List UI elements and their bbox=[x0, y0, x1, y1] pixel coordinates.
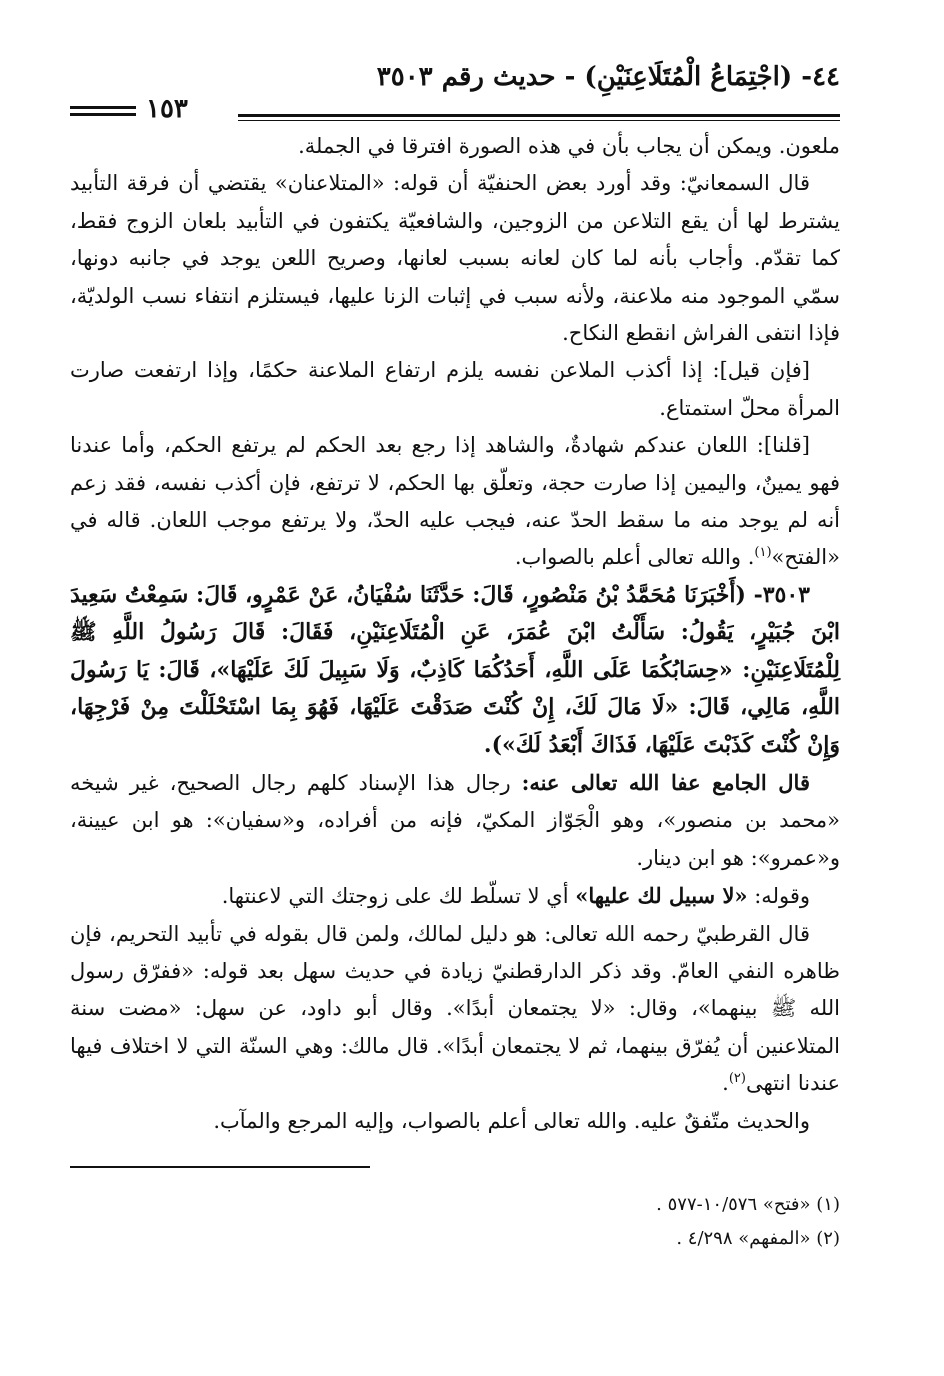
page-header bbox=[70, 40, 840, 128]
qawluhu-text: أي لا تسلّط لك على زوجتك التي لاعنتها. bbox=[221, 884, 569, 909]
footnote-mark: (٢) bbox=[728, 1071, 746, 1087]
paragraph bbox=[70, 764, 840, 877]
jami-lead: قال الجامع عفا الله تعالى عنه: bbox=[521, 769, 810, 795]
page-number: ١٥٣ bbox=[146, 94, 188, 124]
running-title: ٤٤- (اجْتِمَاعُ الْمُتَلَاعِنَيْنِ) - حديث رقم ٣٥٠٣ bbox=[376, 62, 840, 92]
footnote: (٢) «المفهم» ٤/٢٩٨ . bbox=[676, 1227, 840, 1249]
paragraph-text: [قلنا]: اللعان عندكم شهادةٌ، والشاهد إذا رجع بعد الحكم لم يرتفع الحكم، وأما عندنا فهو يمينٌ، واليمين إذا صارت حجة، وتعلّق بها الحكم، لا ترتفع، فإن أكذب نفسه، فقد زعم أنه لم يوجد منه ما سقط الحدّ عنه، فيجب عليه الحدّ، ولا يرتفع موجب اللعان. قاله في «الفتح» bbox=[70, 433, 840, 570]
paragraph: قال السمعانيّ: وقد أورد بعض الحنفيّة أن قوله: «المتلاعنان» يقتضي أن فرقة التأبيد يشترط لها أن يقع التلاعن من الزوجين، والشافعيّة يكتفون في التأبيد بلعان الزوج فقط، كما تقدّم. وأجاب بأنه لما كان لعانه بسبب لعانها، وصريح اللعن يوجد في جانبه دونها، سمّي الموجود منه ملاعنة، ولأنه سبب في إثبات الزنا عليها، فيستلزم انتفاء نسب الولديّة، فإذا انتفى الفراش انقطع النكاح. bbox=[70, 171, 840, 346]
footnote-mark: (١) bbox=[754, 545, 772, 561]
paragraph-text: والله تعالى أعلم بالصواب. bbox=[514, 545, 742, 570]
qawluhu-lead: وقوله: bbox=[754, 884, 810, 909]
jami-text: رجال هذا الإسناد كلهم رجال الصحيح، غير شيخه «محمد بن منصور»، وهو الْجَوّاز المكيّ، فإنه من أفراده، و«سفيان»: هو ابن عيينة، و«عمرو»: هو ابن دينار. bbox=[70, 770, 840, 870]
paragraph: قال القرطبيّ رحمه الله تعالى: هو دليل لمالك، ولمن قال بقوله في تأبيد التحريم، فإن ظاهره النفي العامّ. وقد ذكر الدارقطنيّ زيادة في حديث سهل بعد قوله: «ففرّق رسول الله ﷺ بينهما»، وقال: «لا يجتمعان أبدًا». وقال أبو داود، عن سهل: «مضت سنة المتلاعنين أن يُفرّق بينهما، ثم لا يجتمعان أبدًا». قال مالك: وهي السنّة التي لا اختلاف فيها عندنا انتهى$^{(٢)}$. bbox=[70, 921, 840, 1096]
footnote: (١) «فتح» ١٠/٥٧٦-٥٧٧ . bbox=[656, 1193, 840, 1215]
book-page bbox=[70, 40, 840, 1256]
paragraph: [قلنا]: اللعان عندكم شهادةٌ، والشاهد إذا رجع بعد الحكم لم يرتفع الحكم، وأما عندنا فهو يمينٌ، واليمين إذا صارت حجة، وتعلّق بها الحكم، لا ترتفع، فإن أكذب نفسه، فقد زعم أنه لم يوجد منه ما سقط الحدّ عنه، فيجب عليه الحدّ، ولا يرتفع موجب اللعان. قاله في «الفتح»$^{(١)}$. والله تعالى أعلم بالصواب. bbox=[70, 433, 840, 570]
footnotes bbox=[70, 1188, 840, 1256]
header-rule bbox=[238, 114, 840, 121]
paragraph: [فإن قيل]: إذا أكذب الملاعن نفسه يلزم ارتفاع الملاعنة حكمًا، وإذا ارتفعت صارت المرأة محلّ استمتاع. bbox=[70, 358, 840, 420]
paragraph bbox=[70, 877, 840, 915]
header-ornament bbox=[70, 106, 136, 120]
paragraph: ملعون. ويمكن أن يجاب بأن في هذه الصورة افترقا في الجملة. bbox=[298, 134, 840, 158]
main-text bbox=[70, 128, 840, 1140]
hadith-text: ٣٥٠٣- (أَخْبَرَنَا مُحَمَّدُ بْنُ مَنْصُورٍ، قَالَ: حَدَّثَنَا سُفْيَانُ، عَنْ عَمْرٍو، قَالَ: سَمِعْتُ سَعِيدَ ابْنَ جُبَيْرٍ، يَقُولُ: سَأَلْتُ ابْنَ عُمَرَ، عَنِ الْمُتَلَاعِنَيْنِ، فَقَالَ: قَالَ رَسُولُ اللَّهِ ﷺ لِلْمُتَلَاعِنَيْنِ: «حِسَابُكُمَا عَلَى اللَّهِ، أَحَدُكُمَا كَاذِبٌ، وَلَا سَبِيلَ لَكَ عَلَيْهَا»، قَالَ: يَا رَسُولَ اللَّهِ، مَالِي، قَالَ: «لَا مَالَ لَكَ، إِنْ كُنْتَ صَدَقْتَ عَلَيْهَا، فَهُوَ بِمَا اسْتَحْلَلْتَ مِنْ فَرْجِهَا، وَإِنْ كُنْتَ كَذَبْتَ عَلَيْهَا، فَذَاكَ أَبْعَدُ لَكَ»). bbox=[70, 581, 840, 758]
footnote-rule bbox=[70, 1166, 370, 1168]
paragraph: والحديث متّفقٌ عليه. والله تعالى أعلم بالصواب، وإليه المرجع والمآب. bbox=[213, 1108, 810, 1133]
qurtubi-text: قال القرطبيّ رحمه الله تعالى: هو دليل لمالك، ولمن قال بقوله في تأبيد التحريم، فإن ظاهره النفي العامّ. وقد ذكر الدارقطنيّ زيادة في حديث سهل بعد قوله: «ففرّق رسول الله ﷺ بينهما»، وقال: «لا يجتمعان أبدًا». وقال أبو داود، عن سهل: «مضت سنة المتلاعنين أن يُفرّق بينهما، ثم لا يجتمعان أبدًا». قال مالك: وهي السنّة التي لا اختلاف فيها عندنا انتهى bbox=[70, 921, 840, 1096]
qawluhu-quote: «لا سبيل لك عليها» bbox=[575, 883, 748, 909]
